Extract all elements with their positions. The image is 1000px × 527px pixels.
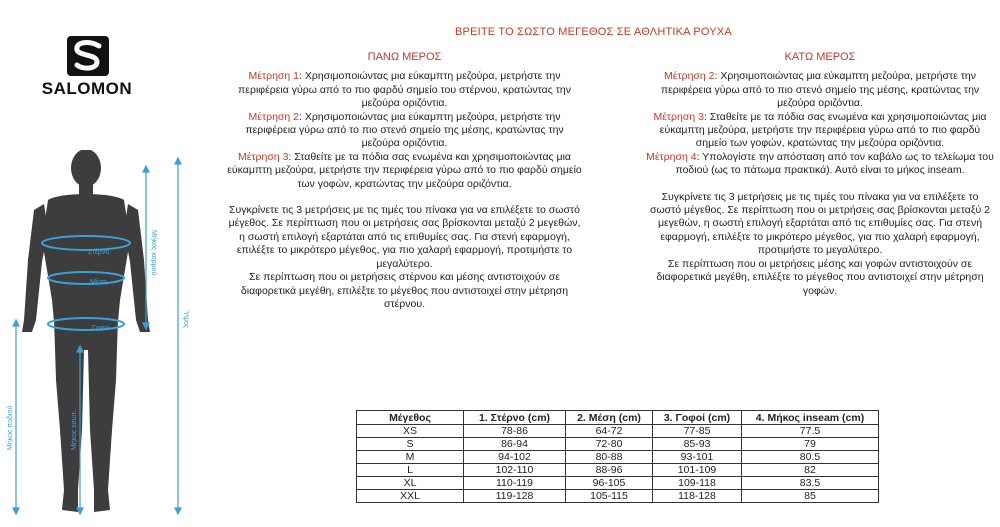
upper-measurement-2: Μέτρηση 2: Χρησιμοποιώντας μια εύκαμπτη μεζούρα, μετρήστε την περιφέρεια γύρω από το πιο στενό σημείο της μέσης, κρατώντας την μεζούρα οριζόντια. xyxy=(245,110,564,150)
table-cell: 94-102 xyxy=(464,451,566,464)
size-table xyxy=(356,410,879,503)
hips-label: Γοφοί xyxy=(92,325,110,332)
lower-measurement-4: Μέτρηση 4: Υπολογίστε την απόσταση από τον καβάλο ως το τελείωμα του ποδιού (ως το πάτωμα πρακτικά). Αυτό είναι το μήκος inseam. xyxy=(646,150,994,177)
table-row xyxy=(357,425,879,438)
lower-measurement-2: Μέτρηση 2: Χρησιμοποιώντας μια εύκαμπτη μεζούρα, μετρήστε την περιφέρεια γύρω από το πιο στενό σημείο της μέσης, κρατώντας την μεζούρα οριζόντια. xyxy=(660,70,980,110)
upper-measurement-3: Μέτρηση 3: Σταθείτε με τα πόδια σας ενωμένα και χρησιμοποιώντας μια εύκαμπτη μεζούρα, μετρήστε την περιφέρεια γύρω από το πιο φαρδύ σημείο των γοφών, κρατώντας την μεζούρα οριζόντια. xyxy=(227,150,582,190)
table-cell: 105-115 xyxy=(566,490,653,503)
table-cell: 118-128 xyxy=(653,490,742,503)
table-cell: 77.5 xyxy=(742,425,879,438)
svg-text:SALOMON: SALOMON xyxy=(41,79,133,98)
upper-measurements xyxy=(227,70,582,191)
torso-length-label: Μήκος κορμού xyxy=(150,230,157,276)
table-cell: 102-110 xyxy=(464,464,566,477)
table-cell: 101-109 xyxy=(653,464,742,477)
table-row xyxy=(357,490,879,503)
table-cell: 86-94 xyxy=(464,438,566,451)
table-cell: M xyxy=(357,451,464,464)
body-measurement-figure xyxy=(0,150,200,527)
lower-measurements xyxy=(645,70,995,177)
header-hips: 3. Γοφοί (cm) xyxy=(653,411,742,425)
lower-measurement-3: Μέτρηση 3: Σταθείτε με τα πόδια σας ενωμένα και χρησιμοποιώντας μια εύκαμπτη μεζούρα, μετρήστε την περιφέρεια γύρω από το πιο φαρδύ σημείο των γοφών, κρατώντας την μεζούρα οριζόντια. xyxy=(653,110,987,150)
height-label: Ύψος xyxy=(182,310,189,329)
leg-length-label: Μήκος ποδιού xyxy=(7,405,14,450)
table-cell: 80-88 xyxy=(566,451,653,464)
upper-compare-text: Συγκρίνετε τις 3 μετρήσεις με τις τιμές του πίνακα για να επιλέξετε το σωστό μέγεθος. Σε περίπτωση που οι μετρήσεις σας βρίσκονται μεταξύ 2 μεγεθών, η σωστή επιλογή εξαρτάται από τις επιθυμίες σας. Για στενή εφαρμογή, επιλέξτε το μικρότερο μέγεθος, για πιο χαλαρή εφαρμογή, προτιμήστε το μεγαλύτερο. xyxy=(228,204,581,270)
table-cell: 119-128 xyxy=(464,490,566,503)
table-cell: 64-72 xyxy=(566,425,653,438)
table-cell: 96-105 xyxy=(566,477,653,490)
table-row xyxy=(357,464,879,477)
table-row xyxy=(357,477,879,490)
table-cell: XS xyxy=(357,425,464,438)
table-cell: 109-118 xyxy=(653,477,742,490)
table-cell: 79 xyxy=(742,438,879,451)
table-cell: 110-119 xyxy=(464,477,566,490)
table-row xyxy=(357,451,879,464)
table-cell: 77-85 xyxy=(653,425,742,438)
header-chest: 1. Στέρνο (cm) xyxy=(464,411,566,425)
table-cell: XXL xyxy=(357,490,464,503)
table-row xyxy=(357,438,879,451)
table-cell: XL xyxy=(357,477,464,490)
brand-logo xyxy=(37,36,137,103)
lower-note-text: Σε περίπτωση που οι μετρήσεις μέσης και γοφών αντιστοιχούν σε διαφορετικά μεγέθη, επιλέξτε το μέγεθος που αντιστοιχεί στην μέτρηση γοφών. xyxy=(656,257,984,297)
table-cell: L xyxy=(357,464,464,477)
page-title: ΒΡΕΙΤΕ ΤΟ ΣΩΣΤΟ ΜΕΓΕΘΟΣ ΣΕ ΑΘΛΗΤΙΚΑ ΡΟΥΧΑ xyxy=(455,26,732,38)
table-cell: 82 xyxy=(742,464,879,477)
table-cell: 88-96 xyxy=(566,464,653,477)
table-cell: 85-93 xyxy=(653,438,742,451)
upper-body-instructions xyxy=(227,51,582,311)
upper-heading: ΠΑΝΩ ΜΕΡΟΣ xyxy=(367,51,442,63)
lower-compare-text: Συγκρίνετε τις 3 μετρήσεις με τις τιμές του πίνακα για να επιλέξετε το σωστό μέγεθος. Σε περίπτωση που οι μετρήσεις σας βρίσκονται μεταξύ 2 μεγεθών, η σωστή επιλογή εξαρτάται από τις επιθυμίες σας. Για στενή εφαρμογή, επιλέξτε το μικρότερο μέγεθος, για πιο χαλαρή εφαρμογή, προτιμήστε το μεγαλύτερο. xyxy=(649,190,991,257)
table-cell: 80.5 xyxy=(742,451,879,464)
table-header-row xyxy=(357,411,879,425)
table-cell: S xyxy=(357,438,464,451)
table-cell: 78-86 xyxy=(464,425,566,438)
lower-heading: ΚΑΤΩ ΜΕΡΟΣ xyxy=(784,51,856,63)
inseam-label: Μήκος εσωτ. xyxy=(71,410,78,450)
header-inseam: 4. Μήκος inseam (cm) xyxy=(742,411,879,425)
header-size: Μέγεθος xyxy=(357,411,464,425)
chest-label: Στέρνο xyxy=(88,249,110,256)
upper-note-text: Σε περίπτωση που οι μετρήσεις στέρνου και μέσης αντιστοιχούν σε διαφορετικά μεγέθη, επιλέξτε το μέγεθος που αντιστοιχεί στην μέτρηση στέρνου. xyxy=(240,271,569,310)
table-cell: 85 xyxy=(742,490,879,503)
body-silhouette xyxy=(0,150,200,522)
header-waist: 2. Μέση (cm) xyxy=(566,411,653,425)
upper-measurement-1: Μέτρηση 1: Χρησιμοποιώντας μια εύκαμπτη μεζούρα, μετρήστε την περιφέρεια γύρω από το πιο φαρδύ σημείο του στέρνου, κρατώντας την μεζούρα οριζόντια. xyxy=(238,70,571,110)
table-cell: 72-80 xyxy=(566,438,653,451)
waist-label: Μέση xyxy=(90,279,108,286)
lower-body-instructions xyxy=(645,51,995,298)
table-cell: 93-101 xyxy=(653,451,742,464)
table-cell: 83.5 xyxy=(742,477,879,490)
